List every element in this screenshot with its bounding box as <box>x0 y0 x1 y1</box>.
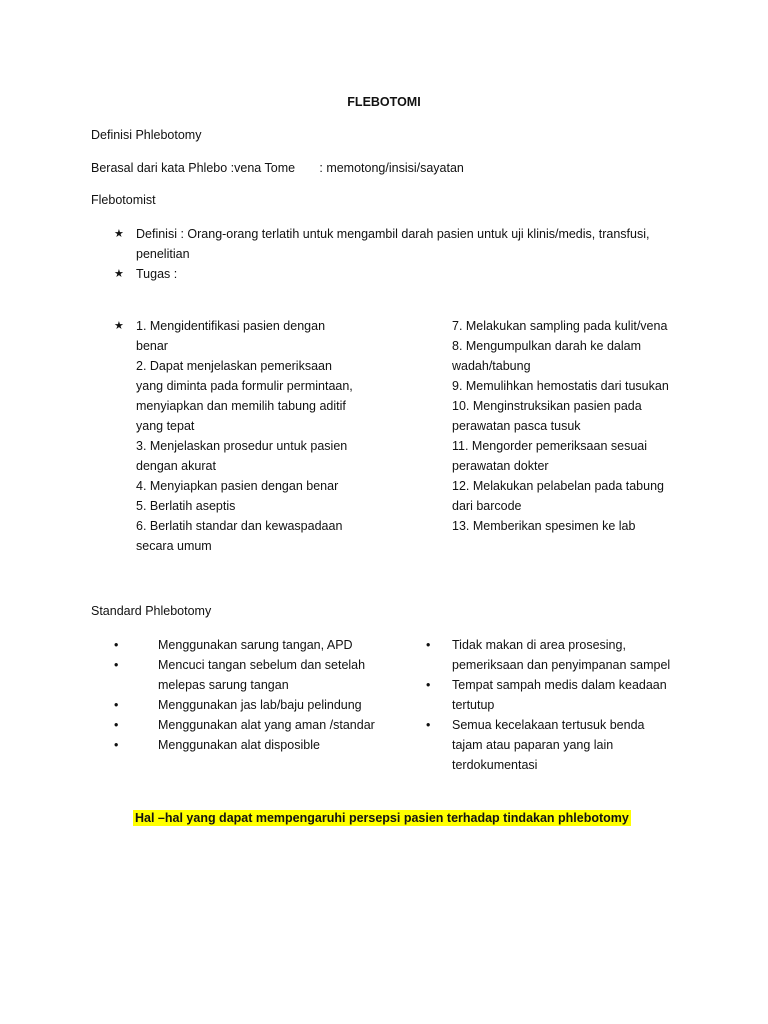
standard-left-list <box>114 635 394 755</box>
bullet-icon: • <box>426 678 431 692</box>
standard-right-list <box>426 635 726 775</box>
tugas-left-list <box>136 316 396 556</box>
star-bullet-icon: ★ <box>114 228 124 240</box>
star-bullet-icon: ★ <box>114 268 124 280</box>
list-item: • Menggunakan alat yang aman /standar <box>114 715 394 735</box>
standard-heading: Standard Phlebotomy <box>91 604 212 618</box>
definisi-heading: Definisi Phlebotomy <box>91 128 202 142</box>
bullet-icon: • <box>114 718 119 732</box>
highlighted-note <box>133 808 631 828</box>
list-item: • Menggunakan sarung tangan, APD <box>114 635 394 655</box>
list-item: • Tidak makan di area prosesing, pemeriksaan dan penyimpanan sampel <box>426 635 726 675</box>
bullet-icon: • <box>114 658 119 672</box>
star-bullet-icon: ★ <box>114 320 124 332</box>
list-item: • Tempat sampah medis dalam keadaan tertutup <box>426 675 726 715</box>
bullet-icon: • <box>114 638 119 652</box>
list-item: 4. Menyiapkan pasien dengan benar <box>136 479 339 493</box>
bullet-icon: • <box>114 738 119 752</box>
list-item: 7. Melakukan sampling pada kulit/vena <box>452 319 668 333</box>
flebotomist-heading: Flebotomist <box>91 193 156 207</box>
berasal-line: Berasal dari kata Phlebo :vena Tome : memotong/insisi/sayatan <box>91 161 464 175</box>
bullet-icon: • <box>426 718 431 732</box>
page-title: FLEBOTOMI <box>347 95 421 109</box>
bullet-icon: • <box>426 638 431 652</box>
list-item: 12. Melakukan pelabelan pada tabung dari barcode <box>452 479 664 513</box>
star-item-definisi <box>114 224 649 264</box>
list-item: 11. Mengorder pemeriksaan sesuai perawatan dokter <box>452 439 648 473</box>
list-item: 1. Mengidentifikasi pasien dengan benar <box>136 319 326 353</box>
list-item: 3. Menjelaskan prosedur untuk pasien dengan akurat <box>136 439 348 473</box>
list-item: 5. Berlatih aseptis <box>136 499 236 513</box>
list-item: • Mencuci tangan sebelum dan setelah melepas sarung tangan <box>114 655 394 695</box>
list-item: 8. Mengumpulkan darah ke dalam wadah/tabung <box>452 339 642 373</box>
list-item: • Semua kecelakaan tertusuk benda tajam atau paparan yang lain terdokumentasi <box>426 715 726 775</box>
list-item: 10. Menginstruksikan pasien pada perawatan pasca tusuk <box>452 399 642 433</box>
highlight-text: Hal –hal yang dapat mempengaruhi persepsi pasien terhadap tindakan phlebotomy <box>135 811 629 825</box>
list-item: 6. Berlatih standar dan kewaspadaan secara umum <box>136 519 343 553</box>
list-item: • Menggunakan alat disposible <box>114 735 394 755</box>
bullet-icon: • <box>114 698 119 712</box>
list-item: • Menggunakan jas lab/baju pelindung <box>114 695 394 715</box>
star-item-tugas <box>114 264 649 284</box>
tugas-right-list <box>452 316 712 536</box>
definisi-text-line2: penelitian <box>136 247 190 261</box>
list-item: 9. Memulihkan hemostatis dari tusukan <box>452 379 669 393</box>
definisi-text-line1: Definisi : Orang-orang terlatih untuk mengambil darah pasien untuk uji klinis/medis, transfusi, <box>136 227 650 241</box>
list-item: 2. Dapat menjelaskan pemeriksaan yang diminta pada formulir permintaan, menyiapkan dan memilih tabung aditif yang tepat <box>136 359 353 433</box>
star-list <box>114 224 649 284</box>
list-item: 13. Memberikan spesimen ke lab <box>452 519 636 533</box>
tugas-label: Tugas : <box>136 267 178 281</box>
